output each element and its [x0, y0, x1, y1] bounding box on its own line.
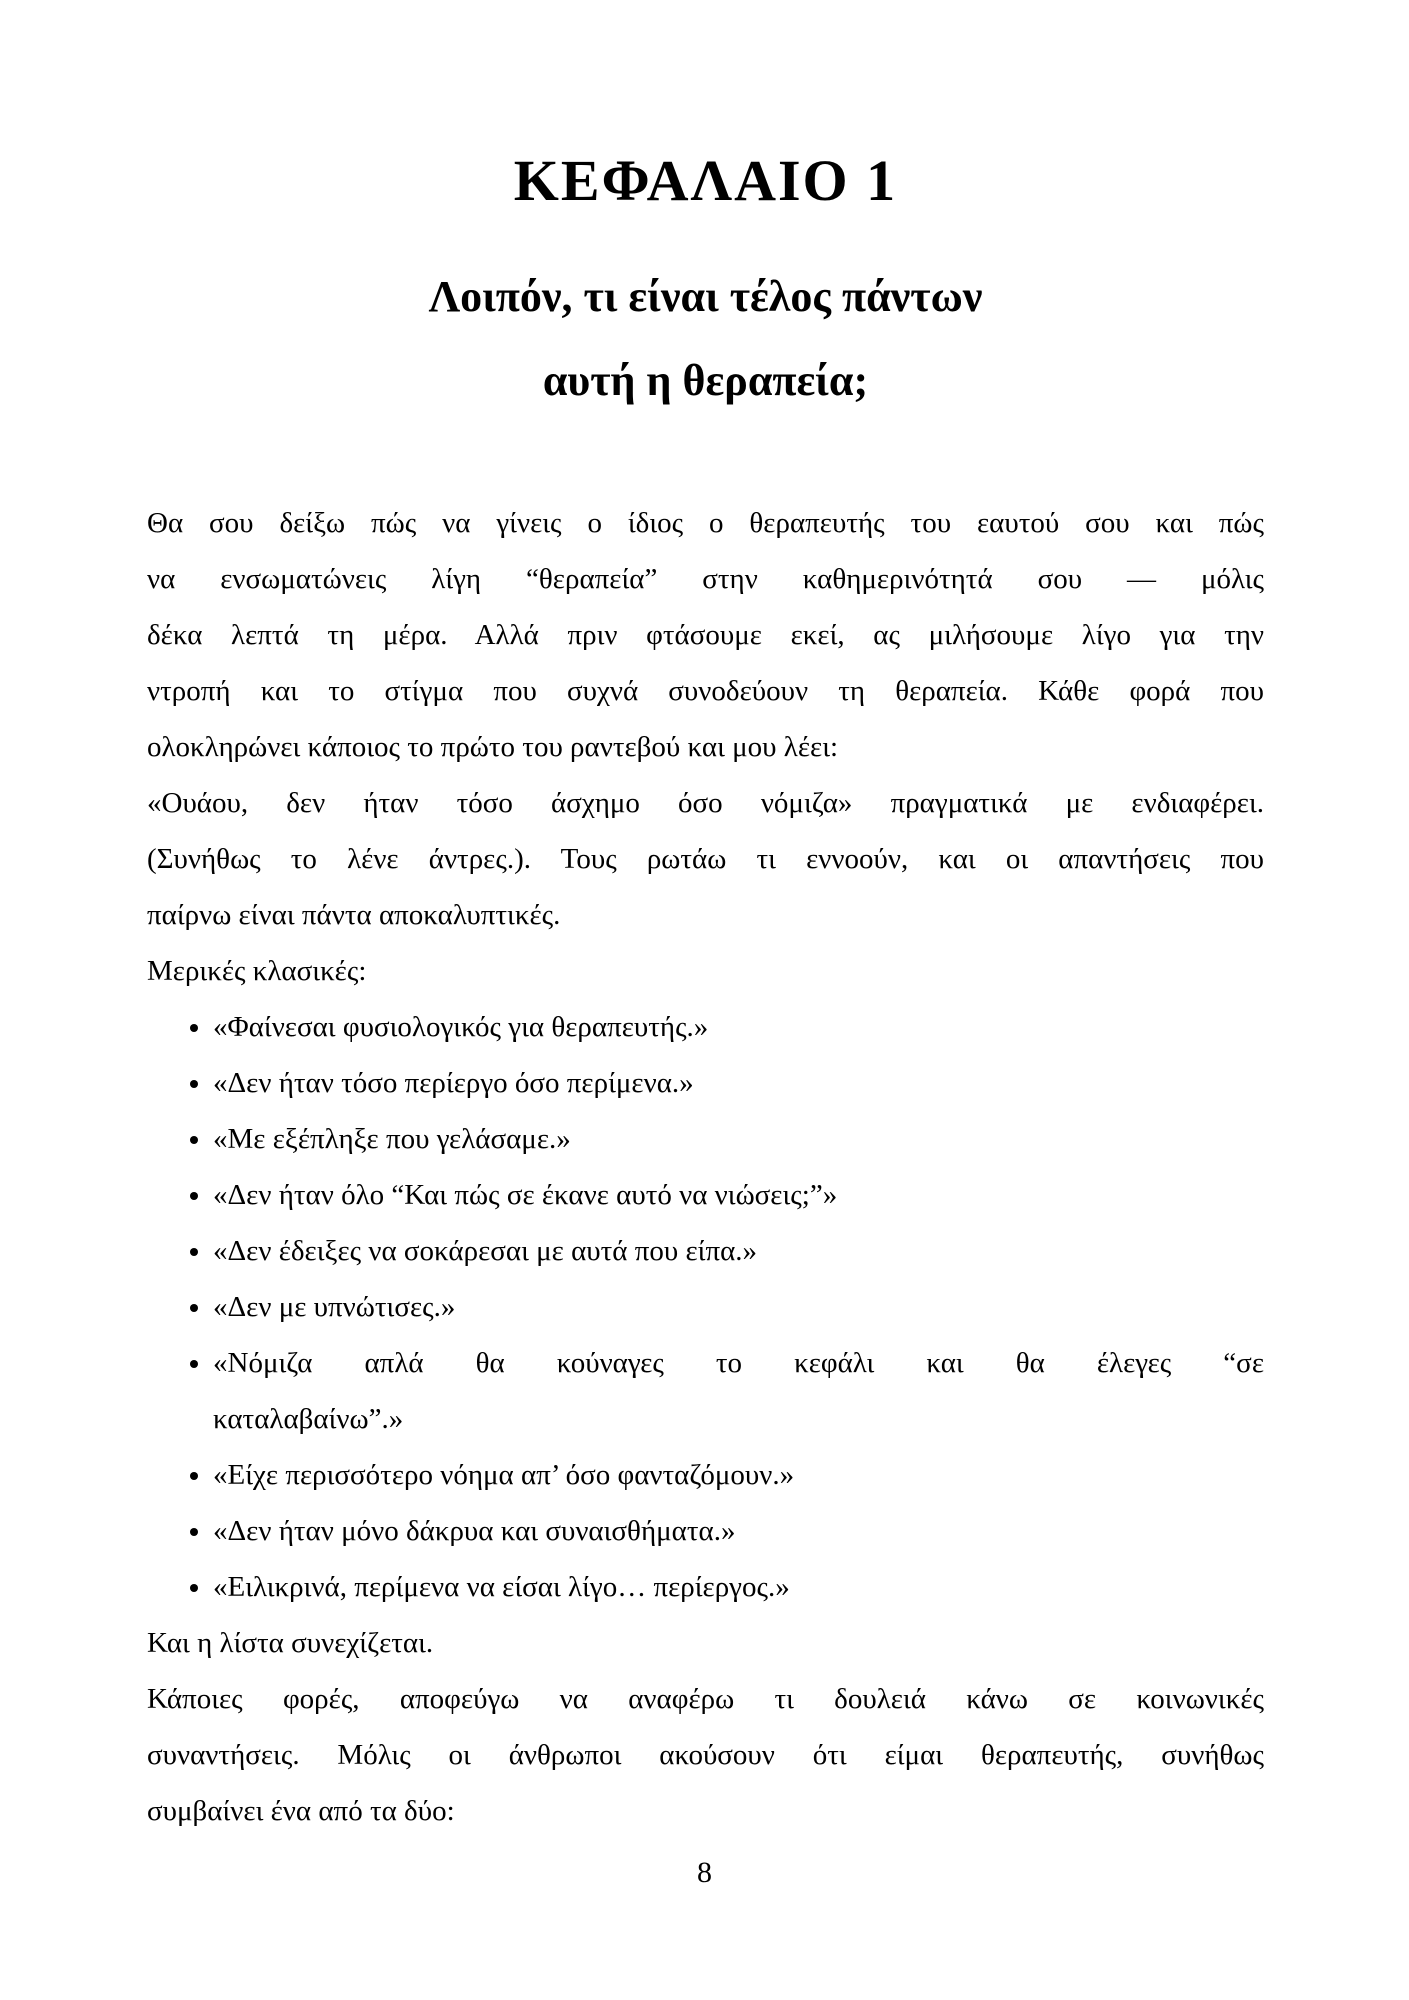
text-line: • «Φαίνεσαι φυσιολογικός για θεραπευτής.» [213, 1011, 709, 1043]
text-line: (Συνήθως το λένε άντρες.). Τους ρωτάω τι εννοούν, και οι απαντήσεις που [147, 843, 1264, 875]
text-line: Και η λίστα συνεχίζεται. [147, 1627, 434, 1659]
text-line: παίρνω είναι πάντα αποκαλυπτικές. [147, 899, 561, 931]
text-line: «Ουάου, δεν ήταν τόσο άσχημο όσο νόμιζα» πραγματικά με ενδιαφέρει. [147, 787, 1264, 819]
bullet-item [213, 1167, 1264, 1223]
text-line: δέκα λεπτά τη μέρα. Αλλά πριν φτάσουμε εκεί, ας μιλήσουμε λίγο για την [147, 619, 1264, 651]
text-line: • «Νόμιζα απλά θα κούναγες το κεφάλι και θα έλεγες “σε [213, 1347, 1264, 1379]
paragraph-intro [147, 495, 1264, 775]
text-line: να ενσωματώνεις λίγη “θεραπεία” στην καθημερινότητά σου — μόλις [147, 563, 1264, 595]
bullet-item [213, 1559, 1264, 1615]
text-line: συναντήσεις. Μόλις οι άνθρωποι ακούσουν ότι είμαι θεραπευτής, συνήθως [147, 1739, 1264, 1771]
bullet-item [213, 1503, 1264, 1559]
page-number: 8 [697, 1856, 712, 1889]
bullet-item [213, 1335, 1264, 1447]
text-line: Θα σου δείξω πώς να γίνεις ο ίδιος ο θεραπευτής του εαυτού σου και πώς [147, 507, 1264, 539]
paragraph-social [147, 1671, 1264, 1839]
paragraph-list-continues [147, 1615, 1264, 1671]
bullet-list [147, 999, 1264, 1615]
paragraph-list-lead-in [147, 943, 1264, 999]
chapter-subtitle-line-1: Λοιπόν, τι είναι τέλος πάντων [428, 272, 983, 321]
text-line: Μερικές κλασικές: [147, 955, 367, 987]
chapter-subtitle-line-2: αυτή η θεραπεία; [542, 356, 869, 405]
text-line: • «Ειλικρινά, περίμενα να είσαι λίγο… περίεργος.» [213, 1571, 790, 1603]
chapter-title: ΚΕΦΑΛΑΙΟ 1 [513, 148, 898, 213]
bullet-item [213, 999, 1264, 1055]
bullet-item [213, 1111, 1264, 1167]
bullet-item [213, 1055, 1264, 1111]
text-line: • «Με εξέπληξε που γελάσαμε.» [213, 1123, 571, 1155]
bullet-item [213, 1447, 1264, 1503]
text-line: ντροπή και το στίγμα που συχνά συνοδεύουν τη θεραπεία. Κάθε φορά που [147, 675, 1264, 707]
text-line: συμβαίνει ένα από τα δύο: [147, 1795, 455, 1827]
body-text [147, 495, 1264, 1839]
chapter-subtitle [147, 255, 1264, 423]
bullet-item [213, 1279, 1264, 1335]
text-line: • «Δεν ήταν μόνο δάκρυα και συναισθήματα.» [213, 1515, 736, 1547]
text-line: • «Δεν έδειξες να σοκάρεσαι με αυτά που είπα.» [213, 1235, 758, 1267]
text-line: • «Δεν ήταν τόσο περίεργο όσο περίμενα.» [213, 1067, 694, 1099]
text-line: καταλαβαίνω”.» [213, 1403, 404, 1435]
text-line: • «Δεν ήταν όλο “Και πώς σε έκανε αυτό να νιώσεις;”» [213, 1179, 838, 1211]
paragraph-wow-quote [147, 775, 1264, 943]
text-line: Κάποιες φορές, αποφεύγω να αναφέρω τι δουλειά κάνω σε κοινωνικές [147, 1683, 1264, 1715]
text-line: ολοκληρώνει κάποιος το πρώτο του ραντεβού και μου λέει: [147, 731, 839, 763]
text-line: • «Δεν με υπνώτισες.» [213, 1291, 456, 1323]
bullet-item [213, 1223, 1264, 1279]
text-line: • «Είχε περισσότερο νόημα απ’ όσο φανταζόμουν.» [213, 1459, 795, 1491]
